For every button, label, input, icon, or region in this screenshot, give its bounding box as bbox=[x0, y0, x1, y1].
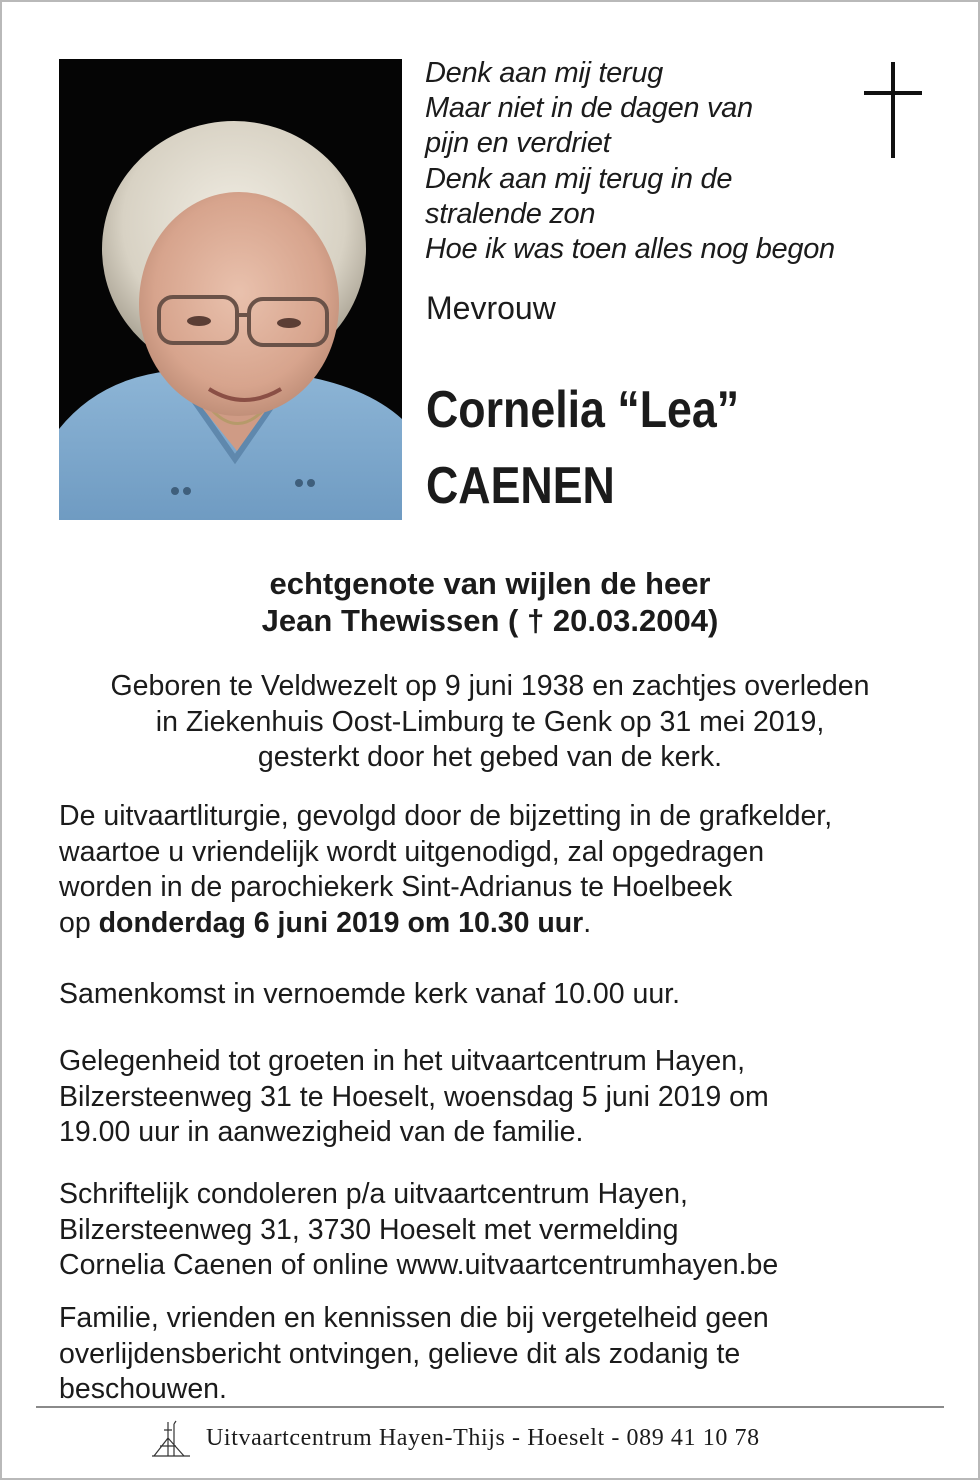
first-name: Cornelia “Lea” bbox=[426, 381, 740, 439]
memorial-poem bbox=[425, 56, 895, 267]
gathering-paragraph: Samenkomst in vernoemde kerk vanaf 10.00 uur. bbox=[59, 978, 681, 1010]
funeral-paragraph bbox=[59, 799, 939, 941]
last-name: CAENEN bbox=[426, 457, 615, 515]
birth-death-info bbox=[0, 669, 980, 776]
spouse-line: Jean Thewissen ( † 20.03.2004) bbox=[261, 603, 719, 638]
church-logo-icon bbox=[150, 1418, 192, 1458]
visitation-paragraph bbox=[59, 1044, 939, 1151]
spouse-line: echtgenote van wijlen de heer bbox=[269, 566, 711, 601]
condolence-line: Bilzersteenweg 31, 3730 Hoeselt met vermelding bbox=[59, 1213, 679, 1246]
spouse-info bbox=[0, 565, 980, 639]
funeral-line: waartoe u vriendelijk wordt uitgenodigd, zal opgedragen bbox=[59, 835, 765, 868]
cross-icon bbox=[864, 62, 922, 158]
closing-paragraph bbox=[59, 1301, 939, 1408]
deceased-name bbox=[426, 372, 739, 524]
footer-text: Uitvaartcentrum Hayen-Thijs - Hoeselt - 089 41 10 78 bbox=[206, 1424, 760, 1451]
funeral-date-suffix: . bbox=[583, 906, 592, 939]
funeral-line: De uitvaartliturgie, gevolgd door de bijzetting in de grafkelder, bbox=[59, 800, 833, 832]
closing-line: overlijdensbericht ontvingen, gelieve dit als zodanig te bbox=[59, 1337, 741, 1370]
condolence-paragraph bbox=[59, 1177, 939, 1284]
condolence-line: Schriftelijk condoleren p/a uitvaartcentrum Hayen, bbox=[59, 1178, 688, 1210]
closing-line: beschouwen. bbox=[59, 1373, 227, 1405]
poem-line: Maar niet in de dagen van bbox=[425, 92, 753, 125]
poem-line: pijn en verdriet bbox=[425, 127, 611, 160]
visitation-line: Gelegenheid tot groeten in het uitvaartcentrum Hayen, bbox=[59, 1045, 746, 1077]
poem-line: Denk aan mij terug in de bbox=[425, 162, 733, 195]
condolence-line: Cornelia Caenen of online www.uitvaartcentrumhayen.be bbox=[59, 1249, 779, 1281]
salutation: Mevrouw bbox=[426, 290, 556, 326]
birth-line: Geboren te Veldwezelt op 9 juni 1938 en zachtjes overleden bbox=[110, 670, 870, 702]
funeral-date-line bbox=[59, 906, 939, 942]
funeral-line: worden in de parochiekerk Sint-Adrianus te Hoelbeek bbox=[59, 871, 733, 903]
footer-divider bbox=[36, 1406, 944, 1408]
footer bbox=[150, 1418, 760, 1458]
funeral-date: donderdag 6 juni 2019 om 10.30 uur bbox=[98, 906, 584, 939]
birth-line: in Ziekenhuis Oost-Limburg te Genk op 31 mei 2019, bbox=[155, 705, 825, 738]
portrait-photo bbox=[59, 59, 402, 520]
visitation-line: Bilzersteenweg 31 te Hoeselt, woensdag 5 juni 2019 om bbox=[59, 1080, 769, 1113]
closing-line: Familie, vrienden en kennissen die bij vergetelheid geen bbox=[59, 1302, 769, 1334]
birth-line: gesterkt door het gebed van de kerk. bbox=[257, 741, 723, 773]
funeral-date-prefix: op bbox=[59, 906, 99, 939]
poem-line: Hoe ik was toen alles nog begon bbox=[425, 233, 835, 266]
poem-line: Denk aan mij terug bbox=[425, 57, 663, 89]
visitation-line: 19.00 uur in aanwezigheid van de familie. bbox=[59, 1116, 584, 1148]
portrait-illustration bbox=[59, 59, 402, 520]
poem-line: stralende zon bbox=[425, 197, 596, 230]
